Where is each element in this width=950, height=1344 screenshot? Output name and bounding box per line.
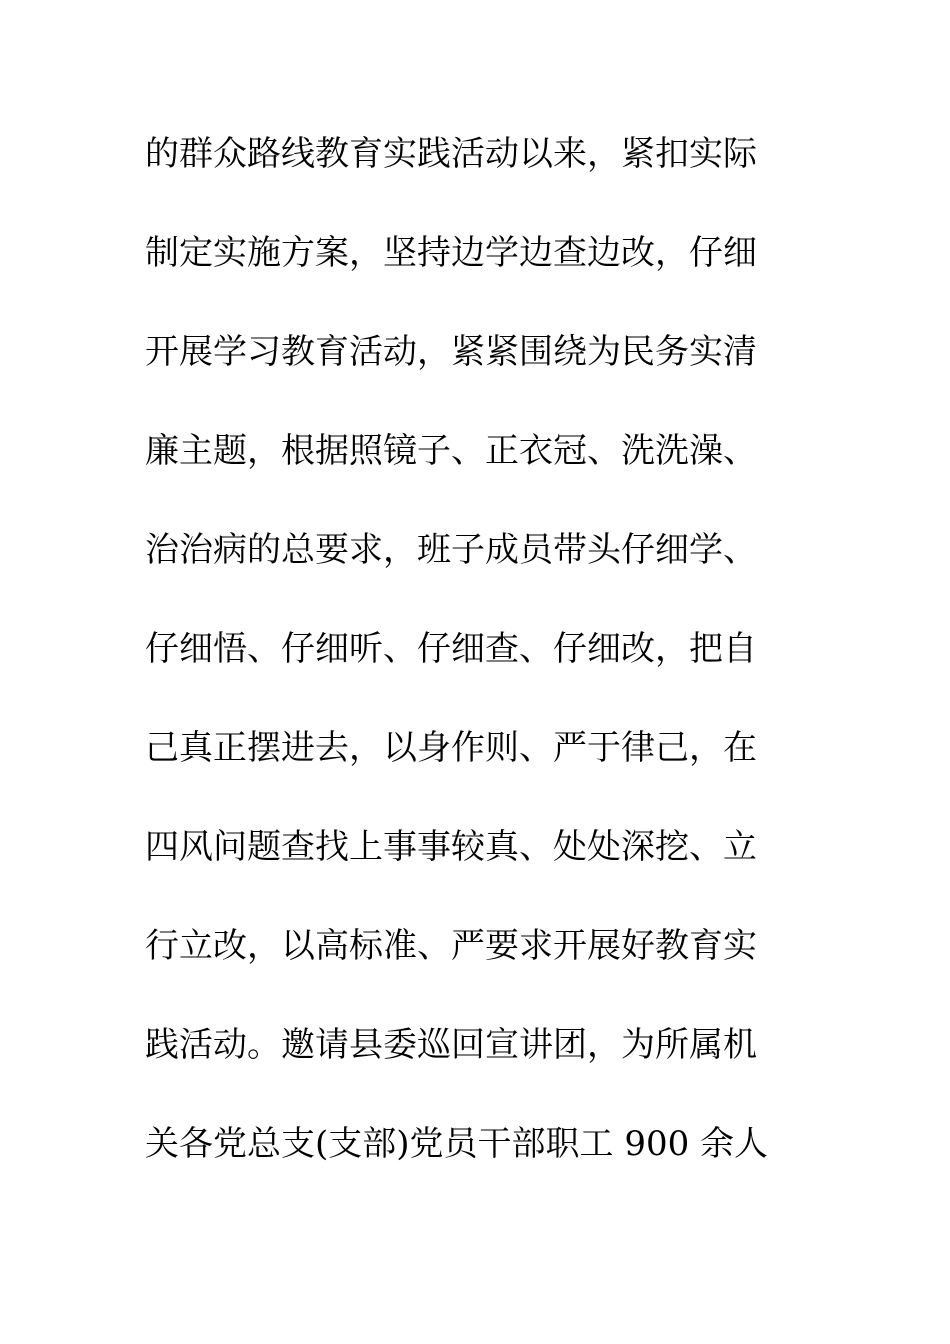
text-line: 治治病的总要求，班子成员带头仔细学、: [145, 530, 757, 570]
text-line: 制定实施方案，坚持边学边查边改，仔细: [145, 233, 757, 273]
text-line: 关各党总支(支部)党员干部职工 900 余人: [145, 1124, 769, 1164]
text-line: 开展学习教育活动，紧紧围绕为民务实清: [145, 332, 757, 372]
text-line: 践活动。邀请县委巡回宣讲团，为所属机: [145, 1025, 757, 1065]
text-line: 四风问题查找上事事较真、处处深挖、立: [145, 827, 757, 867]
text-line: 行立改，以高标准、严要求开展好教育实: [145, 926, 757, 966]
text-line: 廉主题，根据照镜子、正衣冠、洗洗澡、: [145, 431, 757, 471]
body-paragraph: [145, 128, 785, 1217]
text-line: 己真正摆进去，以身作则、严于律己，在: [145, 728, 757, 768]
text-line: 的群众路线教育实践活动以来，紧扣实际: [145, 134, 757, 174]
text-line: 仔细悟、仔细听、仔细查、仔细改，把自: [145, 629, 757, 669]
